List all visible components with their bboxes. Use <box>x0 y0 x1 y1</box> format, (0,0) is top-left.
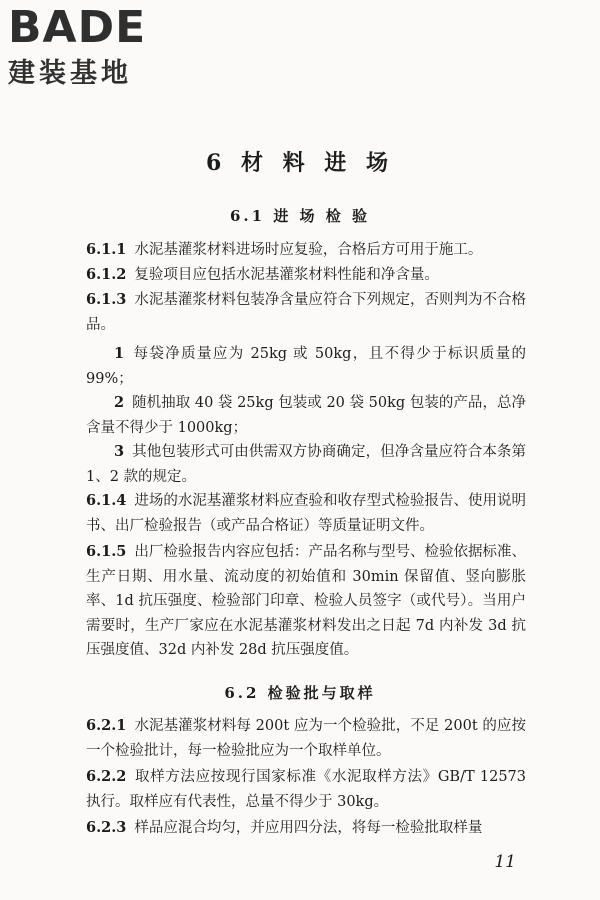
clause-6-2-1 <box>86 714 526 763</box>
clause-number: 6.1.5 <box>86 543 127 560</box>
clause-number: 6.1.2 <box>86 266 127 283</box>
clause-6-2-2 <box>86 765 526 814</box>
clause-number: 6.1.1 <box>86 241 127 258</box>
clause-6-1-3-item-2 <box>86 391 526 440</box>
clause-number: 6.2.2 <box>86 768 127 785</box>
section-title-6-1: 6.1 进 场 检 验 <box>230 207 370 225</box>
clause-text: 水泥基灌浆材料进场时应复验，合格后方可用于施工。 <box>134 242 483 258</box>
clause-text: 取样方法应按现行国家标准《水泥取样方法》GB/T 12573 执行。取样应有代表性，总量不得少于 30kg。 <box>86 769 526 810</box>
clause-number: 6.2.3 <box>86 819 127 836</box>
clause-6-1-5 <box>86 540 526 663</box>
item-text: 随机抽取 40 袋 25kg 包装或 20 袋 50kg 包装的产品，总净含量不得少于 1000kg； <box>86 395 526 436</box>
logo <box>8 4 183 90</box>
clause-6-1-2 <box>86 263 526 288</box>
item-number: 3 <box>114 443 125 460</box>
logo-wordmark: BADE <box>8 2 147 53</box>
clause-6-1-3 <box>86 288 526 337</box>
page-number: 11 <box>494 852 516 872</box>
clause-text: 样品应混合均匀，并应用四分法，将每一检验批取样量 <box>134 820 483 836</box>
clause-number: 6.1.3 <box>86 291 127 308</box>
section-title-6-2: 6.2 检验批与取样 <box>224 684 376 702</box>
clause-6-2-3 <box>86 816 526 841</box>
clause-text: 出厂检验报告内容应包括：产品名称与型号、检验依据标准、生产日期、用水量、流动度的初始值和 30min 保留值、竖向膨胀率、1d 抗压强度、检验部门印章、检验人员签字（或代号）。当用户需要时，生产厂家应在水泥基灌浆材料发出之日起 7d 内补发 3d 抗压强度值、32d 内补发 28d 抗压强度值。 <box>86 544 526 658</box>
clause-text: 复验项目应包括水泥基灌浆材料性能和净含量。 <box>134 267 439 283</box>
logo-subtitle: 建装基地 <box>8 58 132 89</box>
clause-6-1-4 <box>86 489 526 538</box>
chapter-title: 6 材 料 进 场 <box>206 150 394 176</box>
item-number: 1 <box>114 345 125 362</box>
clause-text: 水泥基灌浆材料包装净含量应符合下列规定，否则判为不合格品。 <box>86 292 526 333</box>
clause-number: 6.2.1 <box>86 717 127 734</box>
clause-number: 6.1.4 <box>86 492 127 509</box>
clause-text: 进场的水泥基灌浆材料应查验和收存型式检验报告、使用说明书、出厂检验报告（或产品合格证）等质量证明文件。 <box>86 493 526 534</box>
clause-6-1-3-item-1 <box>86 342 526 391</box>
item-text: 其他包装形式可由供需双方协商确定，但净含量应符合本条第 1、2 款的规定。 <box>86 444 526 485</box>
item-number: 2 <box>114 394 125 411</box>
clause-6-1-3-item-3 <box>86 440 526 489</box>
clause-text: 水泥基灌浆材料每 200t 应为一个检验批，不足 200t 的应按一个检验批计，每一检验批应为一个取样单位。 <box>86 718 526 759</box>
item-text: 每袋净质量应为 25kg 或 50kg，且不得少于标识质量的 99%； <box>86 346 526 387</box>
clause-6-1-1 <box>86 238 526 263</box>
